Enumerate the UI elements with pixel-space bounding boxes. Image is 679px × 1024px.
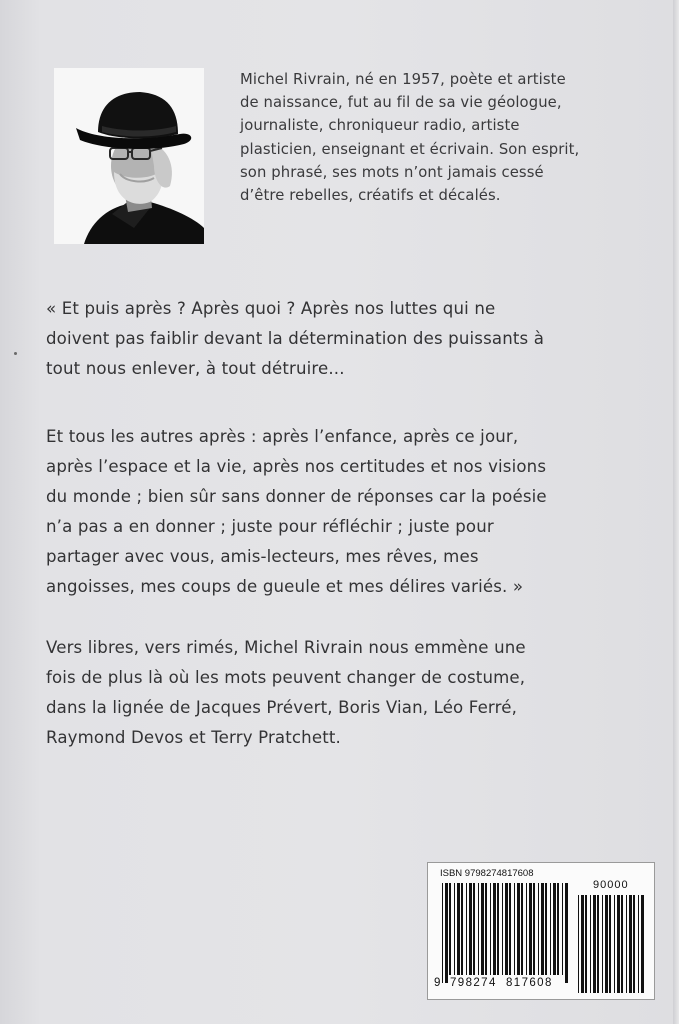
barcode-bar [538,883,539,975]
barcode-bar [478,883,479,975]
paragraph-line: dans la lignée de Jacques Prévert, Boris Vian, Léo Ferré, [46,698,518,717]
isbn-digit-group: 798274 [450,977,497,989]
barcode-bar [597,895,599,993]
paragraph-line: n’a pas a en donner ; juste pour réfléchir ; juste pour [46,517,494,536]
isbn-label: ISBN 9798274817608 [440,868,534,879]
paragraph-line: Raymond Devos et Terry Pratchett. [46,728,341,747]
paragraph-line: partager avec vous, amis-lecteurs, mes rêves, mes [46,547,479,566]
barcode-bar [593,895,596,993]
description-paragraph [46,422,646,602]
paragraph-line: fois de plus là où les mots peuvent changer de costume, [46,668,526,687]
barcode-bar [454,883,455,975]
barcode-bar [562,883,563,975]
bio-line: plasticien, enseignant et écrivain. Son esprit, [240,140,580,158]
author-bio [240,68,660,207]
paragraph-line: Et tous les autres après : après l’enfance, après ce jour, [46,427,519,446]
barcode-bar [514,883,515,975]
summary-paragraph [46,633,646,753]
barcode-bar [585,895,587,993]
barcode-bar [490,883,491,975]
cover-edge [673,0,679,1024]
barcode-bar [533,883,535,975]
bio-line: de naissance, fut au fil de sa vie géologue, [240,94,562,112]
author-photo [54,68,204,244]
barcode-bar [485,883,487,975]
barcode-bar [590,895,591,993]
barcode-bar [581,895,584,993]
barcode-bar [541,883,544,975]
bio-line: Michel Rivrain, né en 1957, poète et artiste [240,71,566,88]
barcode-bar [526,883,527,975]
barcode-bar [509,883,511,975]
barcode-bar [545,883,547,975]
bio-line: son phrasé, ses mots n’ont jamais cessé [240,163,544,181]
barcode-bar [641,895,644,993]
barcode-bar [469,883,472,975]
quote-line: « Et puis après ? Après quoi ? Après nos luttes qui ne [46,299,496,318]
quote-line: doivent pas faiblir devant la détermination des puissants à [46,329,545,348]
isbn-digit-first: 9 [434,977,441,989]
barcode-bar [614,895,615,993]
barcode-bar [466,883,467,975]
isbn-digit-group: 817608 [506,977,553,989]
barcode-bar [578,895,579,993]
barcode-bar [481,883,484,975]
barcode-bar [565,883,568,983]
price-code: 90000 [593,879,629,891]
barcode-bar [493,883,496,975]
barcode-bar [461,883,463,975]
barcode-bar [529,883,532,975]
barcode-bar [626,895,627,993]
barcode-bar [621,895,623,993]
barcode-bar [605,895,608,993]
barcode-bar [521,883,523,975]
barcode-bar [617,895,620,993]
paragraph-line: après l’espace et la vie, après nos certitudes et nos visions [46,457,547,476]
barcode-bar [502,883,503,975]
barcode-bar [602,895,603,993]
barcode-bar [553,883,556,975]
barcode-bar [629,895,632,993]
barcode-bar [550,883,551,975]
barcode-bar [609,895,611,993]
paragraph-line: Vers libres, vers rimés, Michel Rivrain nous emmène une [46,638,526,657]
barcode-bar [517,883,520,975]
paragraph-line: du monde ; bien sûr sans donner de réponses car la poésie [46,487,547,506]
barcode-bar [633,895,635,993]
print-speck [14,352,17,355]
quote-line: tout nous enlever, à tout détruire... [46,359,345,378]
author-portrait-image [54,68,204,244]
barcode-bar [449,883,451,975]
barcode-bar [497,883,499,975]
barcode-bar [442,883,443,983]
quote-paragraph [46,294,646,384]
isbn-barcode-box [427,862,655,1000]
barcode-bar [505,883,508,975]
bio-line: journaliste, chroniqueur radio, artiste [240,117,520,135]
barcode-bar [457,883,460,975]
barcode-bar [445,883,448,983]
barcode-bar [638,895,639,993]
bio-line: d’être rebelles, créatifs et décalés. [240,187,501,205]
barcode-bar [473,883,475,975]
barcode-bar [557,883,559,975]
paragraph-line: angoisses, mes coups de gueule et mes délires variés. » [46,577,524,596]
